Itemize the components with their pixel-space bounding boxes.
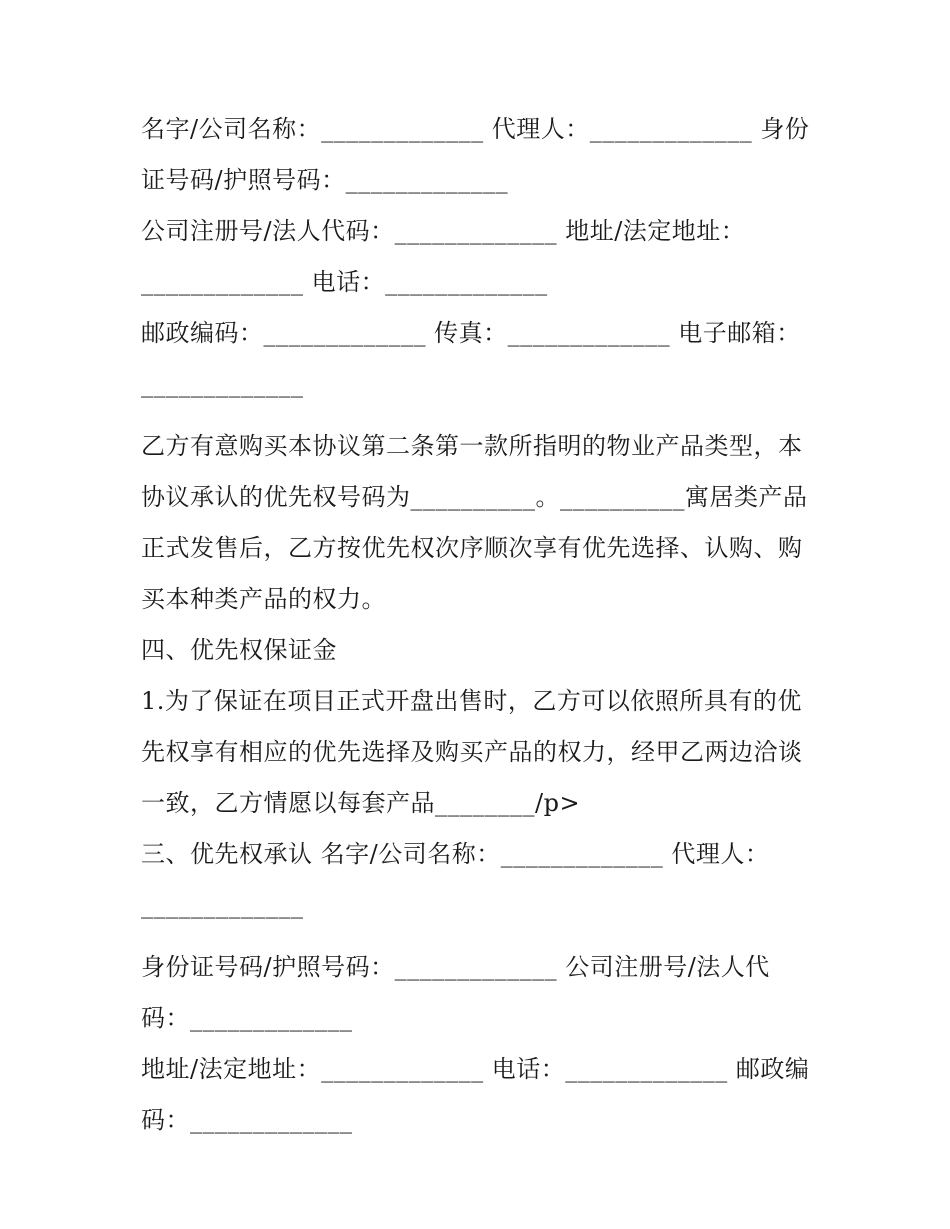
section-heading-3: 三、优先权承认 名字/公司名称：_____________ 代理人： bbox=[141, 840, 770, 868]
section-heading-4: 四、优先权保证金 bbox=[141, 636, 337, 664]
document-body bbox=[141, 104, 813, 1146]
text-line-7: 乙方有意购买本协议第二条第一款所指明的物业产品类型，本 bbox=[141, 432, 803, 460]
text-line-8: 协议承认的优先权号码为__________。__________寓居类产品 bbox=[141, 483, 808, 511]
text-line-6: _____________ bbox=[141, 370, 304, 398]
text-line-13: 先权享有相应的优先选择及购买产品的权力，经甲乙两边洽谈 bbox=[141, 738, 803, 766]
text-line-4: _____________ 电话：_____________ bbox=[141, 268, 548, 296]
text-line-17: 身份证号码/护照号码：_____________ 公司注册号/法人代 bbox=[141, 953, 770, 981]
text-line-16: _____________ bbox=[141, 891, 304, 919]
text-line-5: 邮政编码：_____________ 传真：_____________ 电子邮箱： bbox=[141, 319, 801, 347]
text-line-18: 码：_____________ bbox=[141, 1004, 353, 1032]
text-line-10: 买本种类产品的权力。 bbox=[141, 585, 386, 613]
text-line-20: 码：_____________ bbox=[141, 1106, 353, 1134]
text-line-14: 一致，乙方情愿以每套产品________/p> bbox=[141, 789, 581, 817]
text-line-9: 正式发售后，乙方按优先权次序顺次享有优先选择、认购、购 bbox=[141, 534, 803, 562]
text-line-3: 公司注册号/法人代码：_____________ 地址/法定地址： bbox=[141, 217, 746, 245]
text-line-2: 证号码/护照号码：_____________ bbox=[141, 166, 509, 194]
text-line-19: 地址/法定地址：_____________ 电话：_____________ 邮政编 bbox=[141, 1055, 810, 1083]
text-line-12: 1.为了保证在项目正式开盘出售时，乙方可以依照所具有的优 bbox=[141, 687, 802, 715]
text-line-1: 名字/公司名称：_____________ 代理人：_____________ 身份 bbox=[141, 115, 810, 143]
